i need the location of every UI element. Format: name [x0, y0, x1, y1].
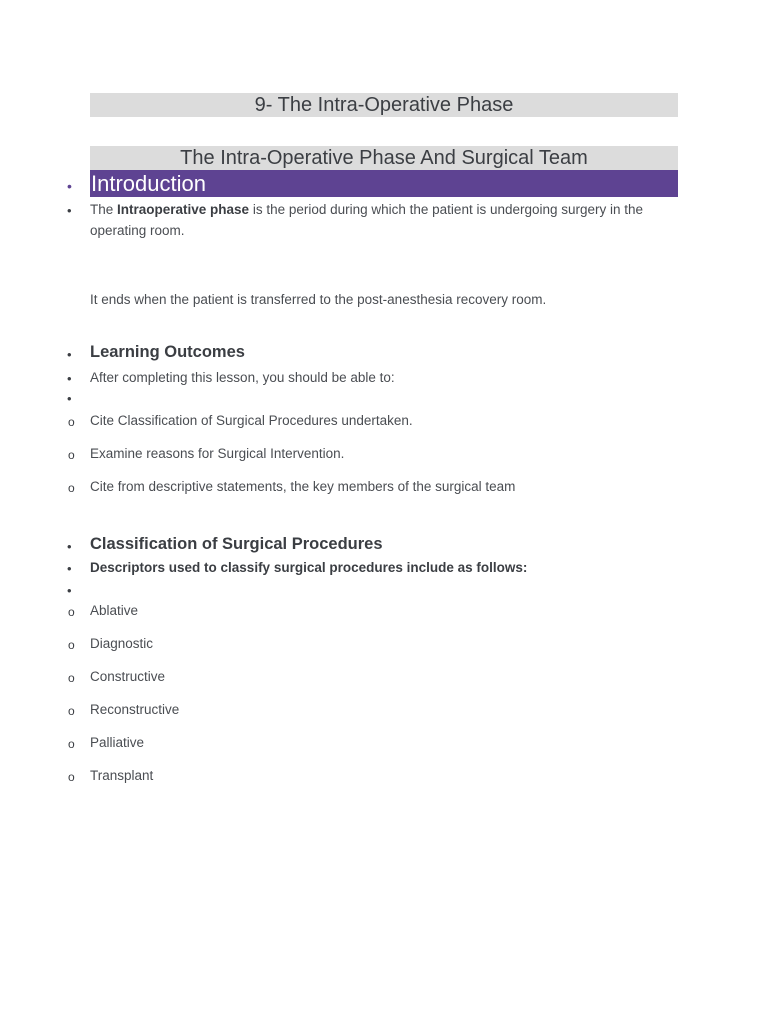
- learning-outcomes-heading: Learning Outcomes: [90, 343, 245, 361]
- classification-item: Reconstructive: [90, 702, 180, 717]
- classification-item: Palliative: [90, 735, 145, 750]
- sub-bullet-marker: o: [68, 415, 75, 429]
- sub-bullet-marker: o: [68, 671, 75, 685]
- bullet-marker-empty: •: [67, 583, 72, 598]
- sub-bullet-marker: o: [68, 704, 75, 718]
- sub-bullet-marker: o: [68, 638, 75, 652]
- classification-item: Constructive: [90, 669, 166, 684]
- bullet-marker: •: [67, 561, 72, 576]
- document-title: 9- The Intra-Operative Phase: [90, 93, 678, 117]
- intro-prefix: The: [90, 202, 118, 217]
- sub-bullet-marker: o: [68, 770, 75, 784]
- sub-bullet-marker: o: [68, 605, 75, 619]
- bullet-marker: •: [67, 178, 72, 194]
- classification-lead: Descriptors used to classify surgical procedures include as follows:: [90, 560, 528, 575]
- bullet-marker: •: [67, 371, 72, 386]
- classification-item: Transplant: [90, 768, 154, 783]
- classification-item: Ablative: [90, 603, 139, 618]
- learning-outcomes-lead: After completing this lesson, you should be able to:: [90, 370, 395, 385]
- intro-paragraph: [90, 199, 650, 241]
- sub-bullet-marker: o: [68, 448, 75, 462]
- introduction-heading: Introduction: [90, 170, 678, 197]
- sub-bullet-marker: o: [68, 481, 75, 495]
- classification-heading: Classification of Surgical Procedures: [90, 535, 383, 553]
- learning-outcome-item: Cite Classification of Surgical Procedures undertaken.: [90, 413, 413, 428]
- document-subtitle: The Intra-Operative Phase And Surgical Team: [90, 146, 678, 170]
- bullet-marker: •: [67, 203, 72, 218]
- intro-paragraph-end: It ends when the patient is transferred to the post-anesthesia recovery room.: [90, 292, 547, 307]
- bullet-marker-empty: •: [67, 391, 72, 406]
- intro-suffix: is the period during which the patient is undergoing surgery in the operating room.: [90, 202, 644, 238]
- learning-outcome-item: Examine reasons for Surgical Intervention.: [90, 446, 345, 461]
- bullet-marker: •: [67, 347, 72, 362]
- intraoperative-phase-term: Intraoperative phase: [117, 202, 250, 217]
- classification-item: Diagnostic: [90, 636, 154, 651]
- bullet-marker: •: [67, 539, 72, 554]
- sub-bullet-marker: o: [68, 737, 75, 751]
- learning-outcome-item: Cite from descriptive statements, the key members of the surgical team: [90, 479, 516, 494]
